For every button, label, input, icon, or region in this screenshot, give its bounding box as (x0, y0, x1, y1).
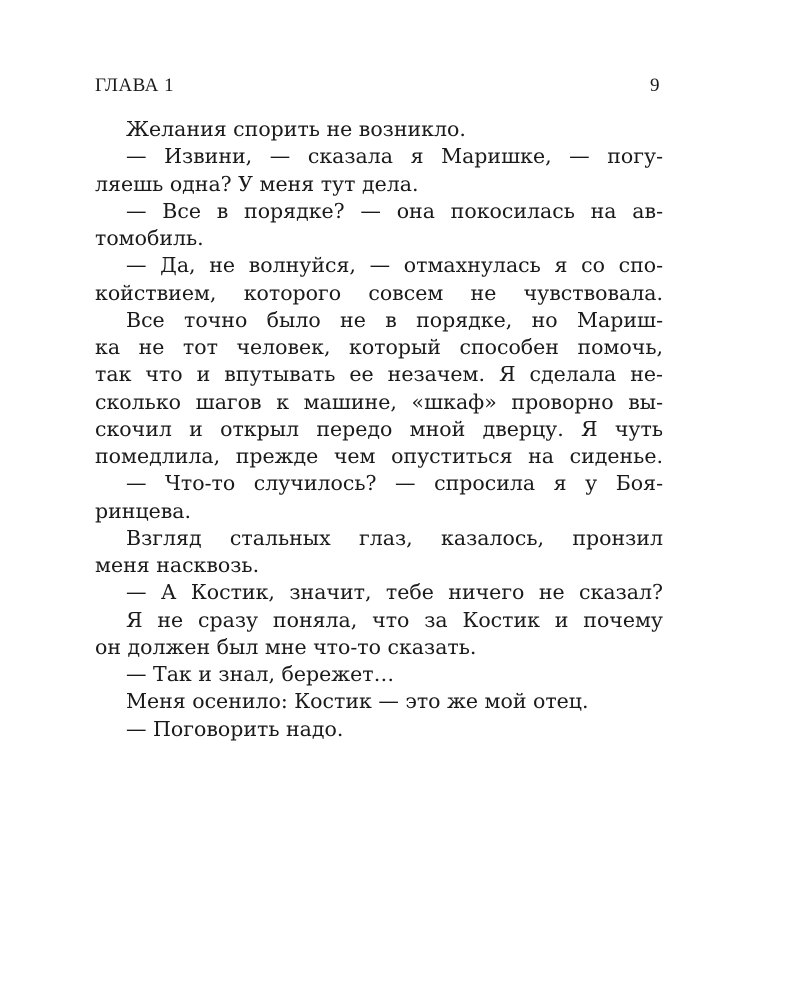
text-line: — А Костик, значит, тебе ничего не сказал? (126, 580, 663, 605)
text-line: Все точно было не в порядке, но Мариш- (126, 307, 663, 332)
text-line: томобиль. (95, 226, 204, 250)
running-head (95, 75, 660, 101)
text-line: Взгляд стальных глаз, казалось, пронзил (126, 525, 663, 550)
text-line: скочил и открыл передо мной дверцу. Я чуть (95, 416, 663, 441)
text-line: — Извини, — сказала я Маришке, — погу- (126, 144, 663, 169)
text-line: — Да, не волнуйся, — отмахнулась я со спо- (126, 253, 663, 278)
page-number: 9 (650, 75, 660, 96)
text-line: койствием, которого совсем не чувствовала. (95, 280, 663, 305)
text-line: — Что-то случилось? — спросила я у Боя- (126, 471, 663, 496)
text-line: Желания спорить не возникло. (126, 117, 466, 141)
text-line: — Все в порядке? — она покосилась на ав- (126, 198, 663, 223)
text-line: так что и впутывать ее незачем. Я сделала не- (95, 362, 663, 387)
text-line: ринцева. (95, 498, 192, 523)
text-line: сколько шагов к машине, «шкаф» проворно вы- (95, 389, 663, 414)
text-line: Меня осенило: Костик — это же мой отец. (126, 689, 589, 714)
chapter-title: ГЛАВА 1 (95, 75, 175, 96)
text-line: ляешь одна? У меня тут дела. (95, 171, 419, 196)
text-line: — Поговорить надо. (126, 716, 344, 741)
text-line: — Так и знал, бережет… (126, 662, 395, 686)
text-line: Я не сразу поняла, что за Костик и почему (126, 607, 663, 632)
body-text (95, 116, 663, 743)
text-line: ка не тот человек, который способен помочь, (95, 335, 663, 359)
text-line: помедлила, прежде чем опуститься на сиденье. (95, 444, 663, 468)
text-line: меня насквозь. (95, 553, 260, 577)
text-line: он должен был мне что-то сказать. (95, 634, 477, 659)
